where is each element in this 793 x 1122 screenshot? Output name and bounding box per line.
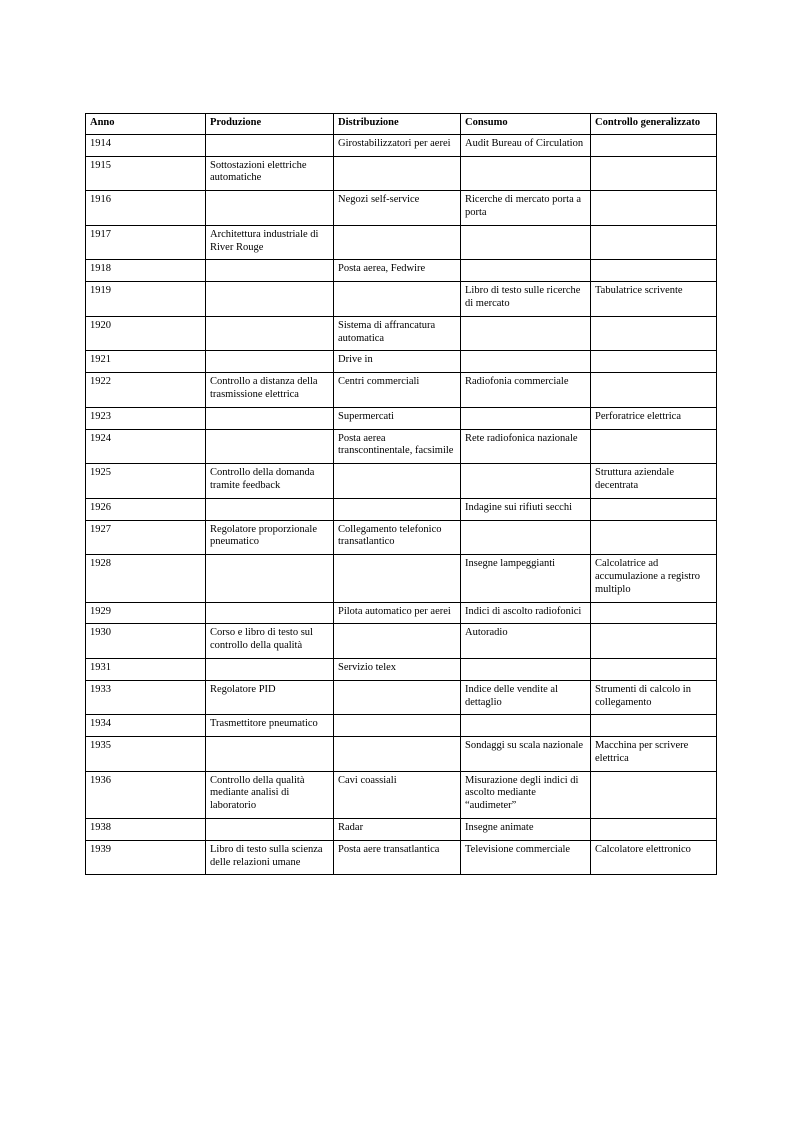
table-cell [591, 602, 717, 624]
table-cell [461, 407, 591, 429]
table-cell [591, 134, 717, 156]
table-row [86, 520, 717, 555]
year-cell: 1931 [86, 658, 206, 680]
table-cell: Sottostazioni elettriche automatiche [206, 156, 334, 191]
table-cell [591, 771, 717, 818]
table-row [86, 429, 717, 464]
table-cell [334, 624, 461, 659]
table-row [86, 316, 717, 351]
year-cell: 1930 [86, 624, 206, 659]
table-cell: Misurazione degli indici di ascolto mediante “audimeter” [461, 771, 591, 818]
table-cell: Insegne lampeggianti [461, 555, 591, 602]
table-cell [591, 373, 717, 408]
year-cell: 1914 [86, 134, 206, 156]
table-cell [591, 156, 717, 191]
table-row [86, 680, 717, 715]
table-cell: Regolatore proporzionale pneumatico [206, 520, 334, 555]
table-cell [461, 351, 591, 373]
table-cell: Audit Bureau of Circulation [461, 134, 591, 156]
table-cell: Televisione commerciale [461, 840, 591, 875]
table-cell [591, 191, 717, 226]
table-cell: Girostabilizzatori per aerei [334, 134, 461, 156]
column-header: Distribuzione [334, 114, 461, 135]
timeline-table [85, 113, 717, 875]
table-cell [334, 225, 461, 260]
year-cell: 1921 [86, 351, 206, 373]
table-cell [334, 555, 461, 602]
year-cell: 1929 [86, 602, 206, 624]
table-cell [461, 225, 591, 260]
table-cell [591, 316, 717, 351]
table-row [86, 134, 717, 156]
table-cell [591, 624, 717, 659]
year-cell: 1920 [86, 316, 206, 351]
table-cell: Rete radiofonica nazionale [461, 429, 591, 464]
table-cell [334, 464, 461, 499]
year-cell: 1934 [86, 715, 206, 737]
year-cell: 1933 [86, 680, 206, 715]
table-cell [461, 658, 591, 680]
table-cell [206, 602, 334, 624]
table-cell: Sistema di affrancatura automatica [334, 316, 461, 351]
table-cell: Architettura industriale di River Rouge [206, 225, 334, 260]
table-row [86, 225, 717, 260]
table-row [86, 555, 717, 602]
column-header: Anno [86, 114, 206, 135]
table-row [86, 407, 717, 429]
year-cell: 1923 [86, 407, 206, 429]
table-cell [206, 134, 334, 156]
table-cell [461, 156, 591, 191]
table-row [86, 373, 717, 408]
table-cell: Radiofonia commerciale [461, 373, 591, 408]
table-cell [206, 429, 334, 464]
year-cell: 1926 [86, 498, 206, 520]
table-cell [206, 737, 334, 772]
table-cell [334, 715, 461, 737]
table-row [86, 351, 717, 373]
table-cell: Radar [334, 819, 461, 841]
year-cell: 1919 [86, 282, 206, 317]
table-row [86, 260, 717, 282]
year-cell: 1922 [86, 373, 206, 408]
table-cell: Supermercati [334, 407, 461, 429]
table-cell: Drive in [334, 351, 461, 373]
year-cell: 1916 [86, 191, 206, 226]
table-cell: Indagine sui rifiuti secchi [461, 498, 591, 520]
table-cell [334, 282, 461, 317]
table-cell: Posta aerea transcontinentale, facsimile [334, 429, 461, 464]
table-cell [334, 156, 461, 191]
table-cell: Controllo della domanda tramite feedback [206, 464, 334, 499]
table-cell: Trasmettitore pneumatico [206, 715, 334, 737]
table-row [86, 840, 717, 875]
table-cell: Regolatore PID [206, 680, 334, 715]
table-cell [334, 680, 461, 715]
table-cell [206, 658, 334, 680]
table-cell: Tabulatrice scrivente [591, 282, 717, 317]
year-cell: 1918 [86, 260, 206, 282]
year-cell: 1917 [86, 225, 206, 260]
table-cell: Calcolatore elettronico [591, 840, 717, 875]
table-cell: Struttura aziendale decentrata [591, 464, 717, 499]
table-cell [591, 260, 717, 282]
table-row [86, 191, 717, 226]
table-cell: Posta aere transatlantica [334, 840, 461, 875]
table-cell [206, 260, 334, 282]
table-cell: Perforatrice elettrica [591, 407, 717, 429]
table-cell [334, 498, 461, 520]
table-cell [206, 191, 334, 226]
table-cell [591, 819, 717, 841]
table-cell: Posta aerea, Fedwire [334, 260, 461, 282]
year-cell: 1928 [86, 555, 206, 602]
table-cell [461, 464, 591, 499]
table-cell [591, 520, 717, 555]
table-cell: Centri commerciali [334, 373, 461, 408]
table-row [86, 819, 717, 841]
table-cell [206, 555, 334, 602]
year-cell: 1939 [86, 840, 206, 875]
table-cell: Cavi coassiali [334, 771, 461, 818]
year-cell: 1935 [86, 737, 206, 772]
table-cell: Indici di ascolto radiofonici [461, 602, 591, 624]
table-cell [591, 225, 717, 260]
table-cell: Controllo a distanza della trasmissione elettrica [206, 373, 334, 408]
table-row [86, 658, 717, 680]
column-header: Consumo [461, 114, 591, 135]
table-row [86, 602, 717, 624]
table-cell [334, 737, 461, 772]
table-cell [591, 658, 717, 680]
table-row [86, 715, 717, 737]
table-cell: Sondaggi su scala nazionale [461, 737, 591, 772]
year-cell: 1925 [86, 464, 206, 499]
year-cell: 1924 [86, 429, 206, 464]
table-row [86, 771, 717, 818]
table-cell: Collegamento telefonico transatlantico [334, 520, 461, 555]
table-cell: Calcolatrice ad accumulazione a registro multiplo [591, 555, 717, 602]
table-cell [461, 260, 591, 282]
table-cell: Controllo della qualità mediante analisi di laboratorio [206, 771, 334, 818]
table-row [86, 464, 717, 499]
table-cell [591, 715, 717, 737]
year-cell: 1915 [86, 156, 206, 191]
column-header: Controllo generalizzato [591, 114, 717, 135]
table-row [86, 498, 717, 520]
table-cell [591, 498, 717, 520]
table-cell: Pilota automatico per aerei [334, 602, 461, 624]
table-cell: Negozi self-service [334, 191, 461, 226]
table-cell: Indice delle vendite al dettaglio [461, 680, 591, 715]
table-cell: Corso e libro di testo sul controllo della qualità [206, 624, 334, 659]
table-cell [591, 351, 717, 373]
table-row [86, 282, 717, 317]
table-cell: Servizio telex [334, 658, 461, 680]
table-cell: Autoradio [461, 624, 591, 659]
table-cell [206, 498, 334, 520]
header-row [86, 114, 717, 135]
table-cell [591, 429, 717, 464]
table-row [86, 624, 717, 659]
table-row [86, 156, 717, 191]
table-cell [461, 715, 591, 737]
year-cell: 1927 [86, 520, 206, 555]
table-cell [461, 316, 591, 351]
table-cell: Macchina per scrivere elettrica [591, 737, 717, 772]
table-body [86, 134, 717, 875]
year-cell: 1936 [86, 771, 206, 818]
column-header: Produzione [206, 114, 334, 135]
table-cell: Libro di testo sulle ricerche di mercato [461, 282, 591, 317]
table-cell: Insegne animate [461, 819, 591, 841]
table-cell [206, 407, 334, 429]
table-cell [461, 520, 591, 555]
table-cell [206, 819, 334, 841]
year-cell: 1938 [86, 819, 206, 841]
table-cell [206, 316, 334, 351]
table-cell: Libro di testo sulla scienza delle relazioni umane [206, 840, 334, 875]
table-cell [206, 351, 334, 373]
table-cell [206, 282, 334, 317]
table-cell: Ricerche di mercato porta a porta [461, 191, 591, 226]
table-row [86, 737, 717, 772]
table-cell: Strumenti di calcolo in collegamento [591, 680, 717, 715]
